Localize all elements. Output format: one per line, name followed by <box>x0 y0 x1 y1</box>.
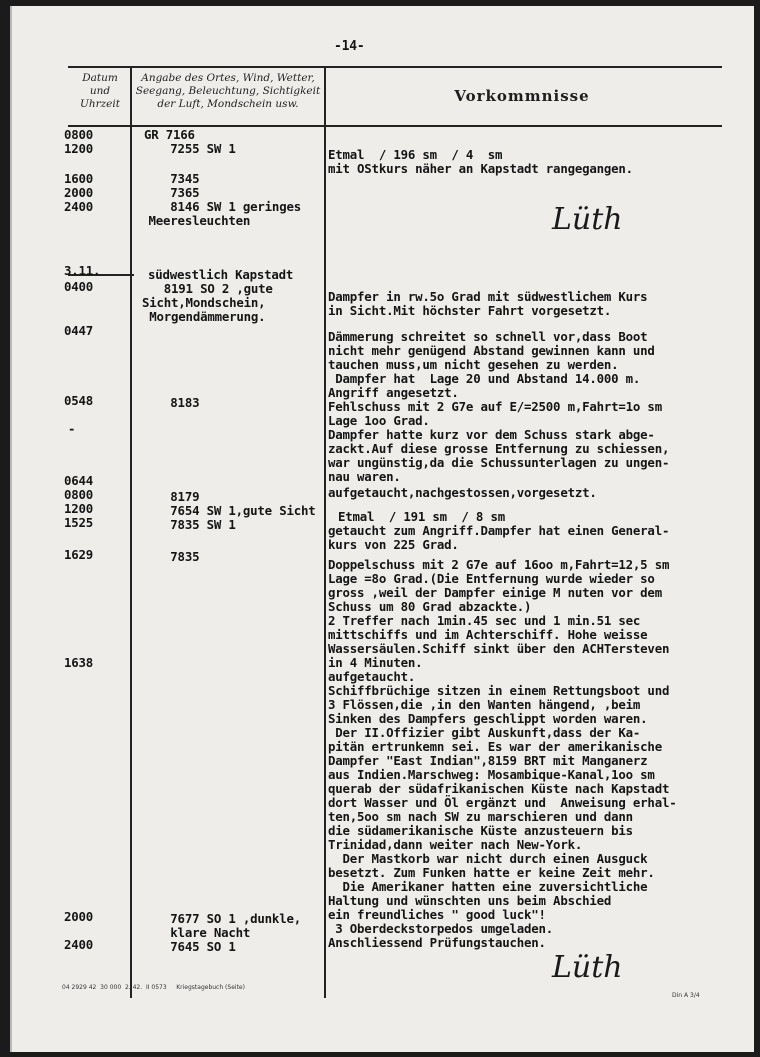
place-cell: 7345 <box>134 171 200 186</box>
place-cell: 8179 <box>134 489 200 504</box>
header-place: Angabe des Ortes, Wind, Wetter, Seegang, Beleuchtung, Sichtigkeit der Luft, Mondschein usw. <box>135 72 321 110</box>
event-text: Etmal / 196 sm / 4 sm mit OStkurs näher an Kapstadt rangegangen. <box>328 147 633 176</box>
time-cell: 0400 <box>64 279 94 294</box>
time-cell: 1200 <box>64 141 94 156</box>
time-cell: 2000 <box>64 909 94 924</box>
place-cell: 8191 SO 2 ,gute Sicht,Mondschein, Morgendämmerung. <box>142 281 273 324</box>
time-cell: 1629 <box>64 547 94 562</box>
event-text: aufgetaucht,nachgestossen,vorgesetzt. <box>328 485 597 500</box>
place-cell: 7835 <box>134 549 200 564</box>
form-footer: 04 2929 42 30 000 2. 42. II 0573 Kriegstagebuch (Seite) <box>62 984 245 991</box>
place-cell: 8183 <box>134 395 200 410</box>
event-text: Dampfer in rw.5o Grad mit südwestlichem Kurs in Sicht.Mit höchster Fahrt vorgesetzt. <box>328 289 648 318</box>
column-divider-2 <box>324 66 326 998</box>
time-cell: 1525 <box>64 515 94 530</box>
time-cell: 2000 <box>64 185 94 200</box>
place-cell: südwestlich Kapstadt <box>148 267 294 282</box>
signature: Lüth <box>552 950 623 985</box>
event-text: Fehlschuss mit 2 G7e auf E/=2500 m,Fahrt=1o sm Lage 1oo Grad. Dampfer hatte kurz vor dem Schuss stark abge- zackt.Auf diese grosse Entfernung zu schiessen, war ungünstig,da die Schussunterlagen zu ungen- nau waren. <box>328 399 670 484</box>
place-cell: 7255 SW 1 <box>134 141 236 156</box>
place-cell: 7835 SW 1 <box>134 517 236 532</box>
signature: Lüth <box>552 202 623 237</box>
log-page <box>10 6 754 1052</box>
time-cell: 0548 <box>64 393 94 408</box>
time-cell: 0800 <box>64 127 94 142</box>
place-cell: GR 7166 <box>144 127 195 142</box>
event-text: getaucht zum Angriff.Dampfer hat einen General- kurs von 225 Grad. <box>328 523 670 552</box>
event-text: aufgetaucht. Schiffbrüchige sitzen in einem Rettungsboot und 3 Flössen,die ,in den Wanten hängend, ,beim Sinken des Dampfers geschlippt worden waren. Der II.Offizier gibt Auskunft,dass der Ka- pitän ertrunkemn sei. Es war der amerikanische Dampfer "East Indian",8159 BRT mit Manganerz aus Indien.Marschweg: Mosambique-Kanal,1oo sm querab der südafrikanischen Küste nach Kapstadt dort Wasser und Öl ergänzt und Anweisung erhal- ten,5oo sm nach SW zu marschieren und dann die südamerikanische Küste anzusteuern bis Trinidad,dann weiter nach New-York. Der Mastkorb war nicht durch einen Ausguck besetzt. Zum Funken hatte er keine Zeit mehr. Die Amerikaner hatten eine zuversichtliche Haltung und wünschten uns beim Abschied ein freundliches " good luck"! 3 Oberdeckstorpedos umgeladen. Anschliessend Prüfungstauchen. <box>328 669 677 950</box>
event-text: Etmal / 191 sm / 8 sm <box>338 509 505 524</box>
time-cell: - <box>68 421 76 436</box>
time-cell: 1638 <box>64 655 94 670</box>
time-cell: 2400 <box>64 199 94 214</box>
event-text: Dämmerung schreitet so schnell vor,dass Boot nicht mehr genügend Abstand gewinnen kann und tauchen muss,um nicht gesehen zu werden. Dampfer hat Lage 20 und Abstand 14.000 m. Angriff angesetzt. <box>328 329 655 400</box>
time-cell: 1200 <box>64 501 94 516</box>
time-cell: 1600 <box>64 171 94 186</box>
time-cell: 0644 <box>64 473 94 488</box>
form-code: Din A 3/4 <box>672 992 700 999</box>
place-cell: 7654 SW 1,gute Sicht <box>134 503 316 518</box>
header-events: Vorkommnisse <box>454 87 590 105</box>
time-cell: 2400 <box>64 937 94 952</box>
event-text: Doppelschuss mit 2 G7e auf 16oo m,Fahrt=12,5 sm Lage =8o Grad.(Die Entfernung wurde wieder so gross ,weil der Dampfer einige M nuten vor dem Schuss um 80 Grad abzackte.) 2 Treffer nach 1min.45 sec und 1 min.51 sec mittschiffs und im Achterschiff. Hohe weisse Wassersäulen.Schiff sinkt über den ACHTersteven in 4 Minuten. <box>328 557 670 670</box>
place-cell: 7365 <box>134 185 200 200</box>
column-divider-1 <box>130 66 132 998</box>
place-cell: 7677 SO 1 ,dunkle, klare Nacht <box>170 911 301 940</box>
date-cell: 3.11. <box>64 263 101 278</box>
page-number: -14- <box>334 39 365 54</box>
header-date: Datum und Uhrzeit <box>80 72 120 110</box>
time-cell: 0800 <box>64 487 94 502</box>
header-top-rule <box>68 66 722 68</box>
time-cell: 0447 <box>64 323 94 338</box>
place-cell: 7645 SO 1 <box>134 939 236 954</box>
place-cell: 8146 SW 1 geringes Meeresleuchten <box>148 199 301 228</box>
